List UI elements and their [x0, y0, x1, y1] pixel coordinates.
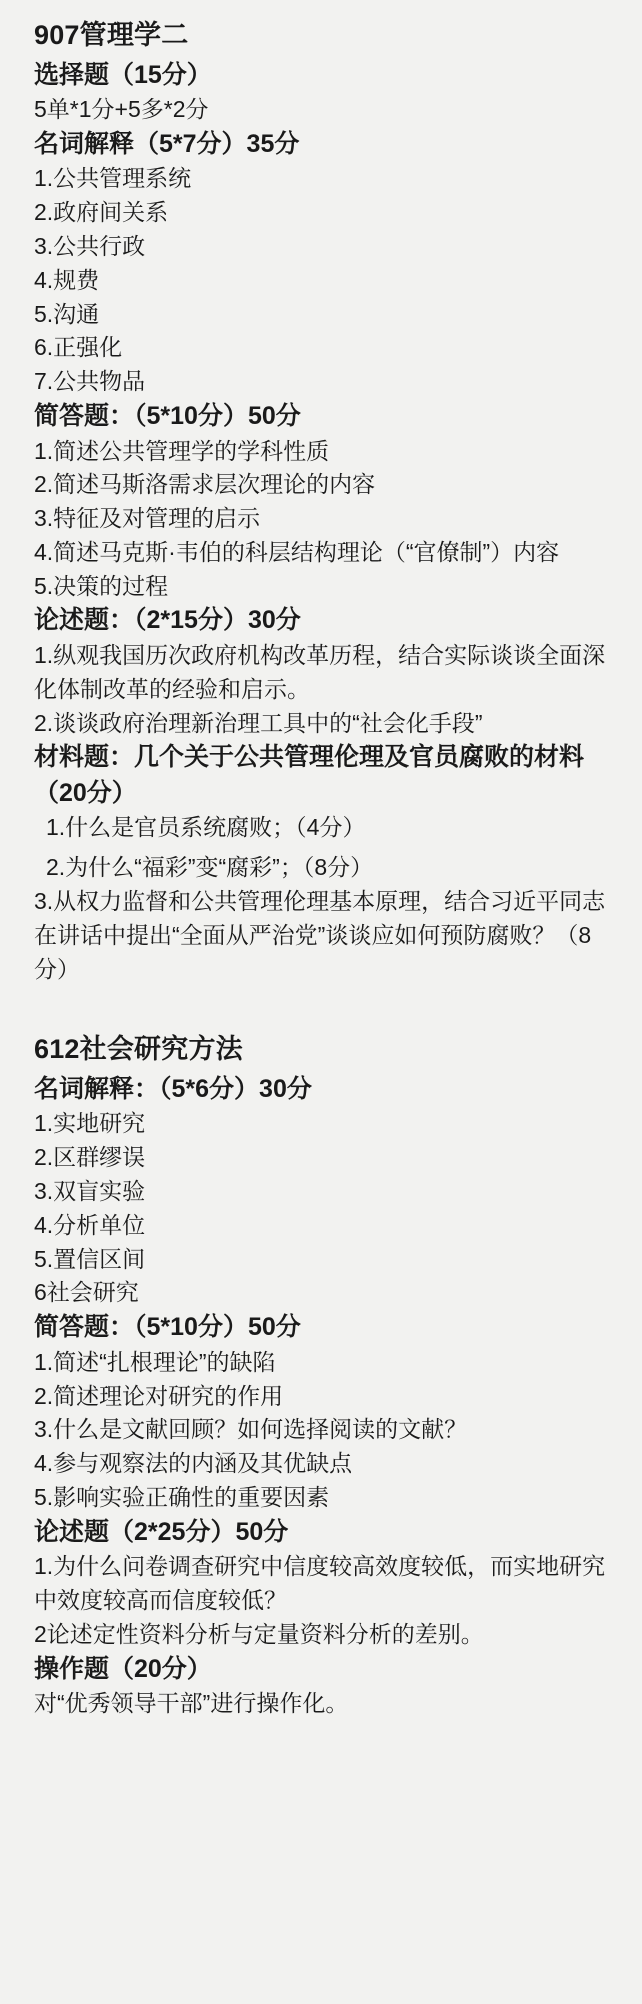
list-item: 2.政府间关系	[34, 199, 169, 226]
group-heading-short-answer: 简答题：（5*10分）50分	[34, 402, 301, 430]
list-item: 1.什么是官员系统腐败；（4分）	[46, 814, 366, 841]
list-item: 2论述定性资料分析与定量资料分析的差别。	[34, 1620, 484, 1647]
list-item: 7.公共物品	[34, 368, 146, 395]
list-item: 1.简述“扎根理论”的缺陷	[34, 1348, 276, 1375]
section-title: 907管理学二	[34, 20, 189, 50]
list-item: 对“优秀领导干部”进行操作化。	[34, 1690, 349, 1717]
group-note-choice: 5单*1分+5多*2分	[34, 96, 209, 123]
group-heading-essay: 论述题（2*25分）50分	[34, 1517, 289, 1546]
list-item: 6.正强化	[34, 334, 123, 361]
section-612	[34, 1032, 616, 1721]
group-heading-short-answer: 简答题：（5*10分）50分	[34, 1313, 301, 1342]
list-item: 5.沟通	[34, 300, 100, 327]
list-item: 4.简述马克斯·韦伯的科层结构理论（“官僚制”）内容	[34, 538, 560, 565]
list-item: 5.影响实验正确性的重要因素	[34, 1483, 330, 1510]
list-item: 6社会研究	[34, 1279, 139, 1306]
list-item: 4.分析单位	[34, 1211, 146, 1238]
list-item: 3.双盲实验	[34, 1178, 146, 1205]
section-title: 612社会研究方法	[34, 1034, 243, 1065]
list-item: 5.决策的过程	[34, 572, 169, 599]
list-item: 1.纵观我国历次政府机构改革历程，结合实际谈谈全面深化体制改革的经验和启示。	[34, 641, 606, 702]
list-item: 5.置信区间	[34, 1245, 146, 1272]
list-item: 2.简述理论对研究的作用	[34, 1382, 284, 1409]
list-item: 4.规费	[34, 266, 100, 293]
list-item: 3.公共行政	[34, 233, 146, 260]
section-907	[34, 18, 616, 986]
group-heading-material: 材料题：几个关于公共管理伦理及官员腐败的材料（20分）	[34, 743, 585, 807]
list-item: 1.实地研究	[34, 1110, 146, 1137]
group-heading-terms: 名词解释（5*7分）35分	[34, 129, 300, 158]
list-item: 4.参与观察法的内涵及其优缺点	[34, 1450, 353, 1477]
list-item: 1.公共管理系统	[34, 165, 192, 192]
group-heading-choice: 选择题（15分）	[34, 60, 212, 89]
group-heading-terms: 名词解释：（5*6分）30分	[34, 1074, 312, 1103]
list-item: 2.为什么“福彩”变“腐彩”；（8分）	[46, 854, 374, 881]
list-item: 3.从权力监督和公共管理伦理基本原理，结合习近平同志在讲话中提出“全面从严治党”谈谈应如何预防腐败？（8分）	[34, 887, 606, 982]
list-item: 1.为什么问卷调查研究中信度较高效度较低，而实地研究中效度较高而信度较低？	[34, 1553, 606, 1614]
section-spacer	[34, 986, 616, 1032]
group-heading-essay: 论述题：（2*15分）30分	[34, 606, 301, 635]
list-item: 2.简述马斯洛需求层次理论的内容	[34, 471, 376, 498]
list-item: 2.谈谈政府治理新治理工具中的“社会化手段”	[34, 709, 483, 736]
list-item: 3.特征及对管理的启示	[34, 505, 261, 532]
list-item: 2.区群缪误	[34, 1144, 146, 1171]
group-heading-operation: 操作题（20分）	[34, 1654, 212, 1683]
list-item: 3.什么是文献回顾？如何选择阅读的文献？	[34, 1416, 468, 1443]
list-item: 1.简述公共管理学的学科性质	[34, 437, 330, 464]
